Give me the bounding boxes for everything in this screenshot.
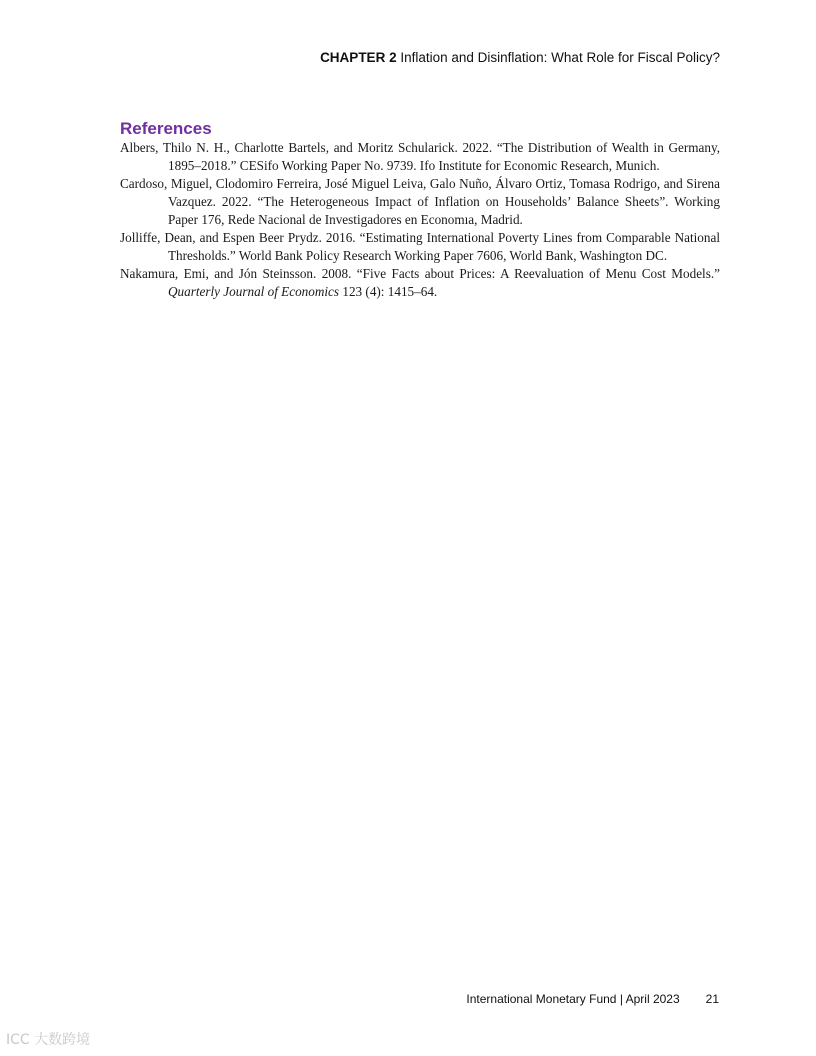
page-number: 21 <box>705 992 719 1006</box>
reference-cardoso-2022: Cardoso, Miguel, Clodomiro Ferreira, José Miguel Leiva, Galo Nuño, Álvaro Ortiz, Tomasa Rodrigo, and Sirena Vazquez. 2022. “The Heterogeneous Impact of Inflation on Households’ Balance Sheets”. Working Paper 176, Rede Nacional de Investigadores en Economıa, Madrid. <box>120 176 720 227</box>
chapter-title: Inflation and Disinflation: What Role for Fiscal Policy? <box>400 50 720 65</box>
reference-nakamura-lead: Nakamura, Emi, and Jón Steinsson. 2008. “Five Facts about Prices: A Reevaluation of Menu Cost Models.” <box>120 266 720 281</box>
running-footer <box>466 992 719 1006</box>
reference-nakamura-2008 <box>120 265 720 301</box>
references-heading: References <box>120 119 212 138</box>
reference-nakamura-tail: 123 (4): 1415–64. <box>339 284 438 299</box>
journal-title: Quarterly Journal of Economics <box>168 284 340 299</box>
watermark-logo: ICC 大数跨境 <box>6 1032 91 1048</box>
reference-albers-2022: Albers, Thilo N. H., Charlotte Bartels, and Moritz Schularick. 2022. “The Distribution of Wealth in Germany, 1895–2018.” CESifo Working Paper No. 9739. Ifo Institute for Economic Research, Munich. <box>120 140 720 173</box>
chapter-label: CHAPTER 2 <box>320 50 397 65</box>
publisher-date: International Monetary Fund | April 2023 <box>466 992 680 1006</box>
reference-list <box>120 139 720 301</box>
running-header <box>320 50 720 65</box>
reference-jolliffe-2016: Jolliffe, Dean, and Espen Beer Prydz. 2016. “Estimating International Poverty Lines from Comparable National Thresholds.” World Bank Policy Research Working Paper 7606, World Bank, Washington DC. <box>120 230 720 263</box>
